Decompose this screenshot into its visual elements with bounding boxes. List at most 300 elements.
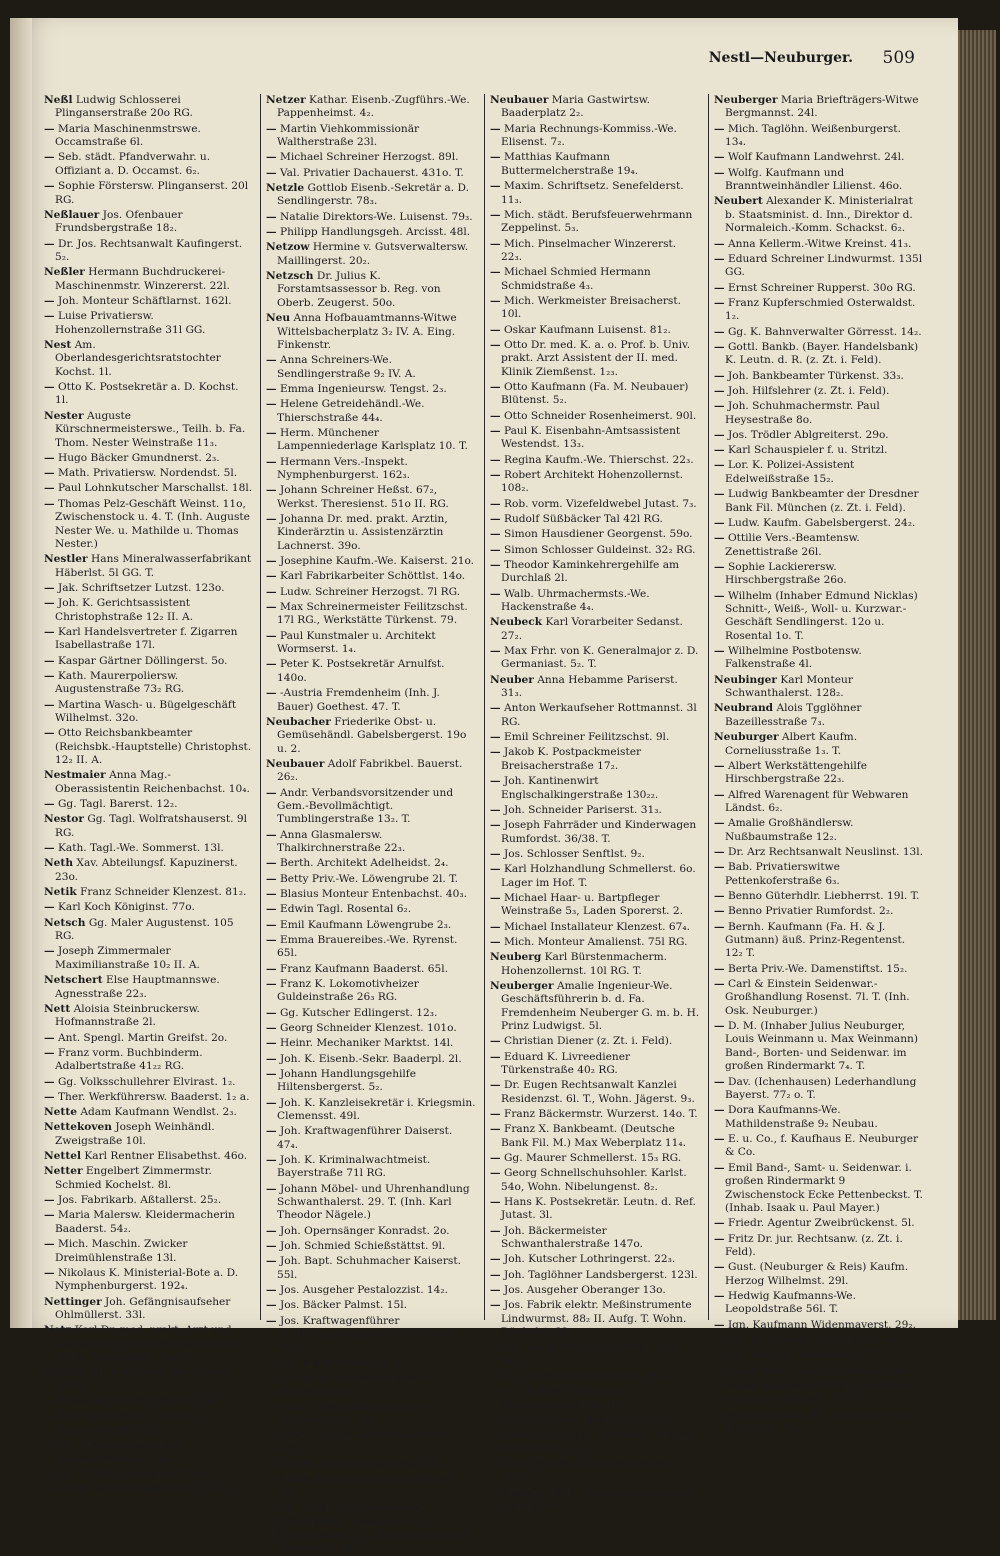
entry-text: Maria Rechnungs-Kommiss.-We. Elisenst. 7₂. (501, 122, 677, 149)
directory-entry (714, 488, 924, 515)
entry-text: Anna Hebamme Pariserst. 31₃. (501, 673, 678, 700)
page-header (10, 48, 915, 70)
entry-text: Rudolf Süßbäcker Tal 42l RG. (503, 513, 663, 526)
directory-entry (266, 1458, 476, 1471)
entry-surname: — (266, 1006, 277, 1019)
entry-surname: — (714, 516, 725, 529)
directory-entry (266, 167, 476, 180)
entry-surname: — (714, 589, 725, 602)
directory-entry (44, 209, 254, 236)
entry-text: Franz vorm. Buchbinderm. Adalbertstraße 41₂₂ RG. (55, 1046, 203, 1073)
entry-surname: — (490, 1253, 501, 1266)
entry-surname: — (266, 1299, 277, 1312)
directory-page (10, 18, 958, 1555)
entry-text: Ant. Spengl. Martin Greifst. 2o. (57, 1031, 228, 1044)
directory-entry (44, 1296, 254, 1323)
directory-entry (714, 817, 924, 844)
entry-surname: — (44, 1031, 55, 1044)
directory-entry (714, 978, 924, 1018)
entry-text: Hermann Buchdruckerei-Maschinenmstr. Winzererst. 22l. (55, 266, 230, 292)
entry-surname: — (266, 570, 277, 583)
entry-text: Ernst Schreiner Rupperst. 30o RG. (727, 281, 916, 294)
entry-surname: — (266, 933, 277, 946)
entry-text: Seb. städt. Pfandverwahr. u. Offiziant a. D. Occamst. 6₂. (55, 151, 211, 177)
entry-text: Johanna Dr. med. prakt. Arztin, Kinderärztin u. Assistenzärztin Lachnerst. 39o. (277, 513, 448, 552)
entry-text: Rob. vorm. Vizefeldwebel Jutast. 7₃. (503, 497, 697, 510)
entry-surname: — (490, 645, 501, 658)
entry-text: Matthias Kaufmann Buttermelcherstraße 19₄. (501, 151, 639, 177)
entry-text: Andr. Verbandsvorsitzender und Gem.-Bevollmächtigt. Tumblingerstraße 13₂. T. (277, 786, 454, 826)
entry-text: Theodor Kaminkehrergehilfe am Durchlaß 2l. (501, 558, 680, 585)
entry-text: Ign. Kaufmann Widenmayerst. 29₂. (727, 1318, 917, 1331)
entry-surname: — (266, 1400, 277, 1413)
entry-text: Anton Werkaufseher Rottmannst. 3l RG. (501, 702, 697, 728)
entry-text: Joh. Hilfslehrer (z. Zt. i. Feld). (727, 384, 890, 397)
entry-text: Dr. Julius K. Forstamtsassessor b. Reg. von Oberb. Zeugerst. 50o. (277, 270, 441, 309)
entry-surname: — (490, 1458, 501, 1471)
directory-entry (266, 456, 476, 483)
entry-text: Franz Bäckermstr. Wurzerst. 14o. T. (503, 1108, 698, 1121)
directory-entry (44, 1091, 254, 1104)
entry-surname: — (714, 459, 725, 472)
entry-text: Karl Dr. med. prakt. Arzt und Assistenzarzt am Krankenhaus M.-Schw. Friedrichst. 33o. T. (55, 1324, 242, 1364)
entry-text: Hugo Bäcker Gmundnerst. 2₃. (57, 451, 220, 464)
directory-entry (44, 381, 254, 408)
entry-text: Joh. Kraftwagenführer Daiserst. 47₄. (277, 1125, 453, 1151)
directory-entry (490, 1035, 700, 1048)
directory-entry (44, 1032, 254, 1045)
entry-surname: Nettinger (44, 1295, 102, 1308)
entry-surname: — (44, 901, 55, 914)
directory-entry (714, 789, 924, 816)
entry-surname: — (714, 340, 725, 353)
directory-entry (490, 819, 700, 846)
directory-entry (490, 469, 700, 496)
entry-surname: — (266, 1067, 277, 1080)
entry-surname: — (490, 1429, 501, 1442)
entry-surname: Netschert (44, 974, 103, 987)
entry-text: Jos. Fabrik elektr. Meßinstrumente Lindwurmst. 88₂ II. Aufg. T. Wohn. Dänkelst. 32₂. (501, 1299, 692, 1339)
directory-entry (266, 1284, 476, 1297)
entry-text: Ludw. Kaufm. Gabelsbergerst. 24₂. (727, 516, 916, 529)
entry-surname: — (44, 497, 55, 510)
entry-surname: — (44, 654, 55, 667)
entry-surname: Neubauer (490, 94, 549, 106)
entry-text: Wilhelm (Inhaber Edmund Nicklas) Schnitt-, Weiß-, Woll- u. Kurzwar.-Geschäft Sendlingerst. 12o u. Rosental 1o. T. (725, 589, 918, 642)
directory-entry (266, 857, 476, 870)
entry-surname: — (714, 1104, 725, 1117)
entry-text: Berta Priv.-We. Damenstiftst. 15₂. (727, 962, 908, 975)
entry-surname: — (44, 1194, 55, 1207)
entry-text: Peter K. Postsekretär Arnulfst. 140o. (277, 658, 445, 684)
entry-surname: — (266, 903, 277, 916)
directory-entry (44, 123, 254, 150)
entry-text: Auguste Kürschnermeisterswe., Teilh. b. Fa. Thom. Nester Weinstraße 11₃. (55, 409, 246, 449)
entry-surname: — (714, 1217, 725, 1230)
directory-entry (490, 1108, 700, 1121)
entry-surname: — (266, 1255, 277, 1268)
directory-entry (490, 339, 700, 379)
page-gutter (10, 18, 32, 1328)
entry-text: Art. Kaufmann Dachauerst. 483o. (55, 1366, 235, 1392)
entry-text: Dav. (Ichenhausen) Lederhandlung Bayerst. 77₂ o. T. (725, 1075, 917, 1101)
directory-entry (714, 370, 924, 383)
entry-text: Wilhelmine Postbotensw. Falkenstraße 4l. (725, 645, 862, 671)
entry-surname: Neubacher (266, 715, 331, 728)
entry-surname: Netsch (44, 916, 86, 929)
directory-entry (714, 532, 924, 559)
directory-entry (44, 1410, 254, 1437)
directory-columns (44, 94, 924, 1555)
entry-surname: Nettel (44, 1150, 81, 1163)
entry-text: Jos. Gußputzer Dachauerst. 125l RG. (501, 1341, 680, 1367)
entry-text: Otto K. Postsekretär a. D. Kochst. 1l. (55, 381, 239, 407)
entry-surname: — (266, 226, 277, 238)
entry-text: Jos. Ausgeher Oberanger 13o. (503, 1284, 666, 1297)
directory-entry (714, 1380, 924, 1407)
entry-surname: — (44, 798, 55, 811)
directory-entry (266, 1255, 476, 1282)
directory-entry (490, 775, 700, 802)
entry-surname: — (266, 210, 277, 223)
entry-surname: — (714, 889, 725, 902)
directory-entry (266, 1053, 476, 1066)
directory-entry (44, 553, 254, 580)
entry-surname: — (714, 1161, 725, 1174)
directory-entry (714, 195, 924, 235)
directory-entry (266, 151, 476, 164)
entry-text: Gg. Maurer Schmellerst. 15₃ RG. (503, 1152, 682, 1165)
directory-entry (44, 151, 254, 178)
entry-surname: — (44, 1209, 55, 1222)
entry-surname: — (44, 842, 55, 855)
entry-text: Anna Glasmalersw. Thalkirchnerstraße 22₃. (277, 828, 406, 855)
entry-surname: Neuberger (490, 979, 554, 992)
entry-text: Dr. Jos. Rechtsanwalt Kaufingerst. 5₂. (55, 237, 243, 263)
directory-entry (44, 1150, 254, 1163)
directory-entry (266, 1429, 476, 1456)
directory-entry (44, 1439, 254, 1466)
entry-surname: — (266, 1356, 277, 1369)
entry-text: Joh. Schmied Schießstättst. 9l. (279, 1240, 446, 1253)
directory-entry (266, 1401, 476, 1428)
entry-text: Jos. Bäcker Palmst. 15l. (279, 1299, 407, 1312)
entry-surname: — (490, 543, 501, 556)
directory-entry (490, 559, 700, 586)
entry-surname: — (266, 1372, 277, 1385)
entry-surname: — (266, 857, 277, 870)
entry-text: Karl Schauspieler f. u. Stritzl. (727, 444, 888, 457)
entry-surname: — (44, 451, 55, 464)
entry-text: Mich. Taglöhn. Weißenburgerst. 13₄. (725, 122, 901, 149)
entry-text: Jos. Kraftwagenführer Kurfürstenstraße 60l RG. (neu 6l RG.) (277, 1314, 454, 1354)
entry-surname: — (266, 1314, 277, 1327)
entry-surname: — (44, 669, 55, 682)
entry-text: Isid. Kaufhaus (Fa. Neuburger & C.) Türkenst. 71l. (725, 1408, 923, 1434)
entry-text: E. u. Co., f. Kaufhaus E. Neuburger & Co. (725, 1132, 919, 1159)
directory-entry (266, 1183, 476, 1223)
directory-entry (490, 731, 700, 744)
entry-surname: Neubinger (714, 673, 777, 686)
directory-entry (266, 1225, 476, 1238)
entry-surname: — (266, 1473, 277, 1486)
entry-text: Simon Hausdiener Georgenst. 59o. (503, 528, 693, 541)
entry-surname: — (266, 1224, 277, 1237)
entry-text: Am. Oberlandesgerichtsratstochter Kochst. 1l. (55, 338, 221, 378)
entry-surname: Neu (266, 312, 291, 325)
column-4 (714, 94, 924, 1434)
directory-entry (490, 295, 700, 322)
entry-text: Otto Dr. med. K. a. o. Prof. b. Univ. prakt. Arzt Assistent der II. med. Klinik Ziemßenst. 1₂₃. (501, 338, 691, 378)
directory-entry (266, 934, 476, 961)
directory-entry (714, 238, 924, 251)
directory-entry (714, 282, 924, 295)
entry-surname: — (266, 828, 277, 841)
directory-entry (266, 1125, 476, 1152)
entry-surname: — (490, 180, 501, 193)
directory-entry (490, 1079, 700, 1106)
entry-surname: — (714, 400, 725, 413)
entry-text: Joh. K. Gerichtsassistent Christophstraße 12₂ II. A. (55, 597, 194, 623)
directory-entry (490, 746, 700, 773)
entry-surname: Nette (44, 1106, 77, 1119)
directory-entry (490, 425, 700, 452)
directory-entry (714, 731, 924, 758)
entry-text: Anna Schreiners-We. Sendlingerstraße 9₂ IV. A. (277, 354, 416, 380)
entry-surname: Neubert (714, 195, 763, 208)
directory-entry (266, 354, 476, 381)
entry-surname: — (714, 384, 725, 397)
directory-entry (490, 1299, 700, 1339)
entry-surname: — (266, 918, 277, 931)
entry-surname: — (490, 803, 501, 816)
book-page-edges (958, 30, 996, 1320)
directory-entry (714, 167, 924, 194)
entry-surname: — (44, 1395, 55, 1408)
directory-entry (44, 670, 254, 697)
directory-entry (490, 1152, 700, 1165)
directory-entry (490, 1051, 700, 1078)
directory-entry (44, 1395, 254, 1408)
entry-surname: — (266, 1021, 277, 1034)
directory-entry (266, 1037, 476, 1050)
entry-surname: — (266, 166, 277, 179)
entry-text: Joh. Monteur Schäftlarnst. 162l. (57, 294, 232, 307)
entry-surname: — (714, 977, 725, 990)
directory-entry (490, 528, 700, 541)
entry-text: Alexander K. Ministerialrat b. Staatsminist. d. Inn., Direktor d. Normaleich.-Komm. Schackst. 6₂. (725, 195, 913, 235)
entry-surname: — (44, 1090, 55, 1103)
entry-text: Hans Mineralwasserfabrikant Häberlst. 5l GG. T. (55, 553, 252, 579)
entry-text: Mich. Maschin. Zwicker Dreimühlenstraße 13l. (55, 1238, 188, 1264)
entry-text: Kath. Maurerpoliersw. Augustenstraße 73₂ RG. (55, 669, 185, 696)
entry-text: Jos. Taglöhner Balanst. 41l RG. (503, 1414, 671, 1427)
directory-entry (714, 846, 924, 859)
directory-entry (44, 974, 254, 1001)
directory-entry (266, 1299, 476, 1312)
directory-entry (266, 601, 476, 628)
entry-text: Jos. Maurer Balanst. 8l. (279, 1356, 408, 1369)
entry-text: Hans K. Postsekretär. Leutn. d. Ref. Jutast. 3l. (501, 1196, 696, 1222)
directory-entry (490, 1487, 700, 1514)
entry-text: Josephine Kaufm.-We. Kaiserst. 21o. (279, 555, 475, 568)
directory-entry (714, 963, 924, 976)
entry-text: Jos. Rentner Holbeinst. 5l. T. (727, 1349, 883, 1362)
directory-entry (714, 517, 924, 530)
entry-text: Gust. (Neuburger & Reis) Kaufm. Herzog Wilhelmst. 29l. (725, 1261, 909, 1287)
entry-text: Benno Privatier Rumfordst. 2₂. (727, 905, 894, 918)
directory-entry (44, 901, 254, 914)
entry-surname: — (44, 180, 55, 193)
entry-surname: Nester (44, 409, 84, 422)
directory-entry (714, 1409, 924, 1436)
directory-entry (490, 123, 700, 150)
entry-surname: — (490, 731, 501, 744)
entry-text: Emma Brauereibes.-We. Ryrenst. 65l. (277, 933, 458, 960)
entry-surname: Neßler (44, 266, 85, 279)
directory-entry (490, 1225, 700, 1252)
entry-surname: — (490, 1152, 501, 1165)
entry-text: Maria Malersw. Kleidermacherin Baaderst. 54₂. (55, 1209, 235, 1235)
entry-surname: Netzer (44, 1366, 84, 1379)
entry-text: Edwin Tagl. Rosental 6₂. (279, 903, 412, 916)
entry-surname: — (44, 698, 55, 711)
directory-entry (44, 410, 254, 450)
entry-surname: — (44, 237, 55, 250)
directory-entry (490, 1385, 700, 1412)
entry-surname: — (490, 425, 501, 438)
directory-entry (44, 1194, 254, 1207)
directory-entry (44, 857, 254, 884)
directory-entry (714, 702, 924, 729)
directory-entry (490, 1458, 700, 1485)
entry-surname: — (714, 488, 725, 501)
entry-text: Adam Kaufmann Wendlst. 2₃. (80, 1106, 237, 1119)
directory-entry (44, 886, 254, 899)
directory-entry (266, 888, 476, 901)
entry-text: Paul K. Eisenbahn-Amtsassistent Westendst. 13₃. (501, 425, 681, 451)
directory-entry (714, 1104, 924, 1131)
entry-text: Gottlob Eisenb.-Sekretär a. D. Sendlingerstr. 78₃. (277, 182, 469, 208)
directory-entry (714, 1334, 924, 1347)
entry-surname: — (44, 1075, 55, 1088)
directory-entry (714, 253, 924, 280)
directory-entry (490, 266, 700, 293)
entry-surname: — (44, 122, 55, 135)
entry-surname: Nestor (44, 813, 84, 826)
directory-entry (714, 297, 924, 324)
entry-surname: — (266, 1240, 277, 1253)
entry-surname: — (490, 1167, 501, 1180)
entry-surname: — (266, 1096, 277, 1109)
entry-text: Emma Ingenieursw. Tengst. 2₃. (279, 382, 447, 395)
directory-entry (44, 842, 254, 855)
directory-entry (714, 590, 924, 644)
entry-surname: — (490, 863, 501, 876)
entry-text: Albert Werkstättengehilfe Hirschbergstraße 22₃. (725, 759, 867, 786)
entry-text: Joh. K. Kriminalwachtmeist. Bayerstraße 71l RG. (277, 1153, 431, 1180)
entry-text: Kath. Tagl.-W. Donnersbergerst. 43o. (277, 1429, 452, 1455)
entry-surname: — (266, 1182, 277, 1195)
directory-entry (714, 151, 924, 164)
directory-entry (714, 1162, 924, 1216)
directory-entry (266, 484, 476, 511)
entry-text: Wolfg. Kaufmann und Branntweinhändler Lilienst. 46o. (725, 166, 903, 193)
directory-entry (714, 905, 924, 918)
entry-surname: Netzow (266, 241, 310, 254)
entry-surname: — (490, 1035, 501, 1048)
entry-text: Max Schreinermeister Feilitzschst. 17l RG., Werkstätte Türkenst. 79. (277, 601, 468, 627)
entry-surname: — (714, 325, 725, 338)
directory-entry (266, 903, 476, 916)
entry-text: Fritz Dr. jur. Rechtsanw. (z. Zt. i. Feld). (725, 1232, 903, 1258)
entry-surname: — (490, 453, 501, 466)
directory-entry (714, 1020, 924, 1074)
entry-text: Jos. Trödler Ablgreiterst. 29o. (727, 428, 889, 441)
entry-surname: — (490, 935, 501, 948)
entry-surname: — (490, 891, 501, 904)
directory-entry (266, 1357, 476, 1370)
entry-text: Max Frhr. von K. Generalmajor z. D. Germaniast. 5₂. T. (501, 645, 699, 671)
directory-entry (490, 1284, 700, 1297)
entry-text: Dora Kaufmanns-We. Mathildenstraße 9₂ Neubau. (725, 1104, 878, 1130)
entry-surname: — (714, 1349, 725, 1362)
entry-surname: — (266, 977, 277, 990)
directory-entry (44, 1483, 254, 1496)
directory-entry (266, 1154, 476, 1181)
entry-text: Philipp Handlungsgeh. Arcisst. 48l. (279, 226, 471, 238)
entry-surname: — (44, 1439, 55, 1452)
directory-entry (266, 658, 476, 685)
directory-entry (266, 182, 476, 209)
entry-surname: Neßl (44, 94, 73, 106)
entry-text: Bernh. Kaufmann (Fa. H. & J. Gutmann) äuß. Prinz-Regentenst. 12₂ T. (725, 920, 906, 960)
entry-text: Karl Taglöhn. Donnersbergerst. 50₂₃. (501, 1458, 675, 1484)
entry-text: Ludw. Schreiner Herzogst. 7l RG. (279, 585, 461, 598)
entry-surname: — (714, 845, 725, 858)
directory-entry (490, 863, 700, 890)
directory-entry (490, 616, 700, 643)
entry-text: Val. Privatier Dachauerst. 431o. T. (279, 166, 464, 179)
entry-text: Anna Hofbauamtmanns-Witwe Wittelsbacherplatz 3₂ IV. A. Eing. Finkenstr. (277, 312, 457, 351)
entry-text: Thomas Pelz-Geschäft Weinst. 11o, Zwischenstock u. 4. T. (Inh. Auguste Nester We. u. Mathilde u. Thomas Nester.) (55, 497, 250, 550)
entry-surname: — (714, 532, 725, 545)
entry-surname: — (44, 482, 55, 495)
entry-surname: — (266, 151, 277, 164)
entry-text: Michael Haar- u. Bartpfleger Weinstraße 5₃, Laden Sporerst. 2. (501, 891, 683, 918)
entry-surname: — (44, 1410, 55, 1423)
entry-text: Gg. Volksschullehrer Elvirast. 1₂. (57, 1075, 236, 1088)
entry-text: Eduard Schreiner Lindwurmst. 135l GG. (725, 252, 923, 279)
entry-surname: — (490, 702, 501, 715)
directory-entry (490, 544, 700, 557)
directory-entry (490, 1370, 700, 1383)
directory-entry (266, 963, 476, 976)
entry-text: Otto Kaufmann (Fa. M. Neubauer) Blütenst. 5₂. (501, 381, 689, 407)
entry-text: Franz X. Bankbeamt. (Deutsche Bank Fil. M.) Max Weberplatz 11₄. (501, 1123, 686, 1149)
directory-entry (266, 873, 476, 886)
entry-text: Carl & Einstein Seidenwar.-Großhandlung Rosenst. 7l. T. (Inh. Osk. Neuburger.) (725, 977, 910, 1017)
entry-text: Joh. K. Kanzleisekretär i. Kriegsmin. Clemensst. 49l. (277, 1096, 476, 1122)
directory-entry (266, 94, 476, 121)
entry-text: Paul Lohnkutscher Marschallst. 18l. (57, 482, 253, 495)
column-1 (44, 94, 254, 1496)
directory-entry (44, 626, 254, 653)
directory-entry (490, 498, 700, 511)
entry-surname: Neubrand (714, 702, 774, 715)
directory-entry (44, 1076, 254, 1089)
directory-entry (714, 921, 924, 961)
